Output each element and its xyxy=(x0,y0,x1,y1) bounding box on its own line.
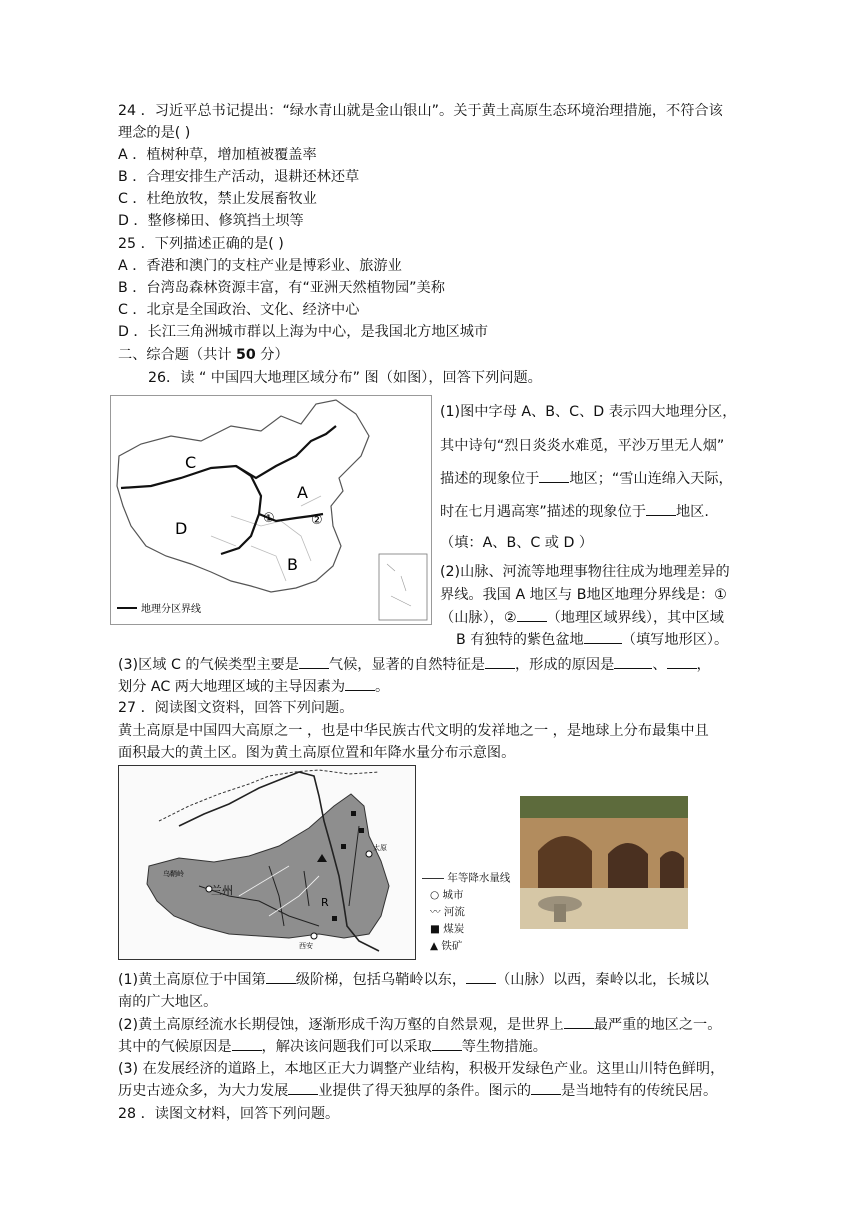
river-icon: 〰 xyxy=(430,906,441,918)
section-score: 50 xyxy=(236,347,256,363)
q26-p2-line3: （山脉），② （地理区域界线），其中区域 xyxy=(440,610,724,626)
label-a: A xyxy=(297,483,308,502)
arch-door-2 xyxy=(608,843,648,888)
q25-option-c: C ．北京是全国政治、文化、经济中心 xyxy=(118,302,360,318)
isohyet-icon xyxy=(422,878,444,879)
label-b: B xyxy=(287,555,298,574)
coal-marker xyxy=(332,916,337,921)
q26-stem: 26．读 “ 中国四大地理区域分布” 图（如图），回答下列问题。 xyxy=(148,370,542,386)
loess-map-legend: 年等降水量线 ○ 城市 〰 河流 ■ 煤炭 ▲ 铁矿 xyxy=(422,870,510,955)
loess-plateau-map xyxy=(118,765,416,960)
q25-option-a: A ．香港和澳门的支柱产业是博彩业、旅游业 xyxy=(118,258,402,274)
q26-p2-line4: B 有独特的紫色盆地 （填写地形区）。 xyxy=(456,632,729,648)
q24-option-d: D ．整修梯田、修筑挡土坝等 xyxy=(118,213,304,229)
q27-p2-line2: 其中的气候原因是 ，解决该问题我们可以采取 等生物措施。 xyxy=(118,1039,547,1055)
q24-stem-line1: 24 ．习近平总书记提出：“绿水青山就是金山银山”。关于黄土高原生态环境治理措施，不符合该 xyxy=(118,103,723,119)
coal-icon: ■ xyxy=(430,923,440,935)
q26-p1-line3: 描述的现象位于 地区；“雪山连绵入天际， xyxy=(440,471,733,487)
coal-marker xyxy=(351,811,356,816)
q24-stem-line2: 理念的是( ) xyxy=(118,125,191,141)
city-taiyuan xyxy=(366,851,372,857)
coal-marker xyxy=(341,844,346,849)
cave-dwelling-photo-svg xyxy=(520,796,688,929)
coal-marker xyxy=(359,828,364,833)
q27-p1-line1: (1)黄土高原位于中国第 级阶梯，包括乌鞘岭以东， （山脉）以西，秦岭以北，长城以 xyxy=(118,972,709,988)
q26-p2-line2: 界线。我国 A 地区与 B地区地理分界线是：① xyxy=(440,587,727,603)
china-regions-map xyxy=(110,395,432,625)
q26-p3-line1: (3)区域 C 的气候类型主要是 气候，显著的自然特征是 ，形成的原因是 、 ， xyxy=(118,657,711,673)
label-xian: 西安 xyxy=(299,942,313,950)
map-legend: 地理分区界线 xyxy=(141,604,201,615)
q24-option-b: B ．合理安排生产活动，退耕还林还草 xyxy=(118,169,360,185)
q26-p1-line5: （填：A、B、C 或 D ） xyxy=(440,535,594,551)
q26-p3-line2: 划分 AC 两大地理区域的主导因素为 。 xyxy=(118,679,390,695)
trees xyxy=(520,796,688,818)
south-sea-inset xyxy=(379,554,427,620)
section-title: 二、综合题（共计 50 分） xyxy=(118,347,289,363)
q27-p1-line2: 南的广大地区。 xyxy=(118,994,218,1010)
loess-plateau-map-svg xyxy=(119,766,415,959)
q26-p1-line1: (1)图中字母 A、B、C、D 表示四大地理分区， xyxy=(440,404,737,420)
iron-icon: ▲ xyxy=(430,940,439,952)
q24-option-c: C ．杜绝放牧，禁止发展畜牧业 xyxy=(118,191,317,207)
label-d: D xyxy=(175,519,188,538)
province-lines xyxy=(211,496,321,581)
q24-option-a: A ．植树种草，增加植被覆盖率 xyxy=(118,147,317,163)
city-xian xyxy=(311,933,317,939)
arch-door-1 xyxy=(538,836,592,888)
q27-stem: 27 ．阅读图文资料，回答下列问题。 xyxy=(118,700,354,716)
q27-intro-line1: 黄土高原是中国四大高原之一 ，也是中华民族古代文明的发祥地之一 ，是地球上分布最集中且 xyxy=(118,723,709,739)
label-taiyuan: 太原 xyxy=(373,844,387,852)
arch-door-3 xyxy=(660,851,684,888)
q26-p1-line2: 其中诗句“烈日炎炎水难觅，平沙万里无人烟” xyxy=(440,438,725,454)
city-icon: ○ xyxy=(430,889,440,901)
label-r: R xyxy=(321,896,329,909)
q28-stem: 28 ．读图文材料，回答下列问题。 xyxy=(118,1106,340,1122)
q26-p1-line4: 时在七月遇高寒”描述的现象位于 地区. xyxy=(440,504,709,520)
china-regions-map-svg xyxy=(111,396,431,624)
mark-1: ① xyxy=(263,511,275,526)
label-c: C xyxy=(185,453,197,472)
mark-2: ② xyxy=(311,513,323,528)
q27-p3-line2: 历史古迹众多，为大力发展 业提供了得天独厚的条件。图示的 是当地特有的传统民居。 xyxy=(118,1083,718,1099)
label-lanzhou: 兰州 xyxy=(211,884,233,897)
q27-intro-line2: 面积最大的黄土区。图为黄土高原位置和年降水量分布示意图。 xyxy=(118,745,516,761)
q27-p2-line1: (2)黄土高原经流水长期侵蚀，逐渐形成千沟万壑的自然景观，是世界上 最严重的地区之一。 xyxy=(118,1017,722,1033)
q25-stem: 25 ．下列描述正确的是( ) xyxy=(118,236,284,252)
boundary-ca xyxy=(236,426,336,478)
q27-p3-line1: (3) 在发展经济的道路上，本地区正大力调整产业结构，积极开发绿色产业。这里山川特色鲜明， xyxy=(118,1061,725,1077)
q26-p2-line1: (2)山脉、河流等地理事物往往成为地理差异的 xyxy=(440,564,730,580)
q25-option-b: B ．台湾岛森林资源丰富，有“亚洲天然植物园”美称 xyxy=(118,280,445,296)
label-wushaoling: 乌鞘岭 xyxy=(163,870,184,878)
cave-dwelling-photo xyxy=(520,796,688,929)
q25-option-d: D ．长江三角洲城市群以上海为中心，是我国北方地区城市 xyxy=(118,324,489,340)
